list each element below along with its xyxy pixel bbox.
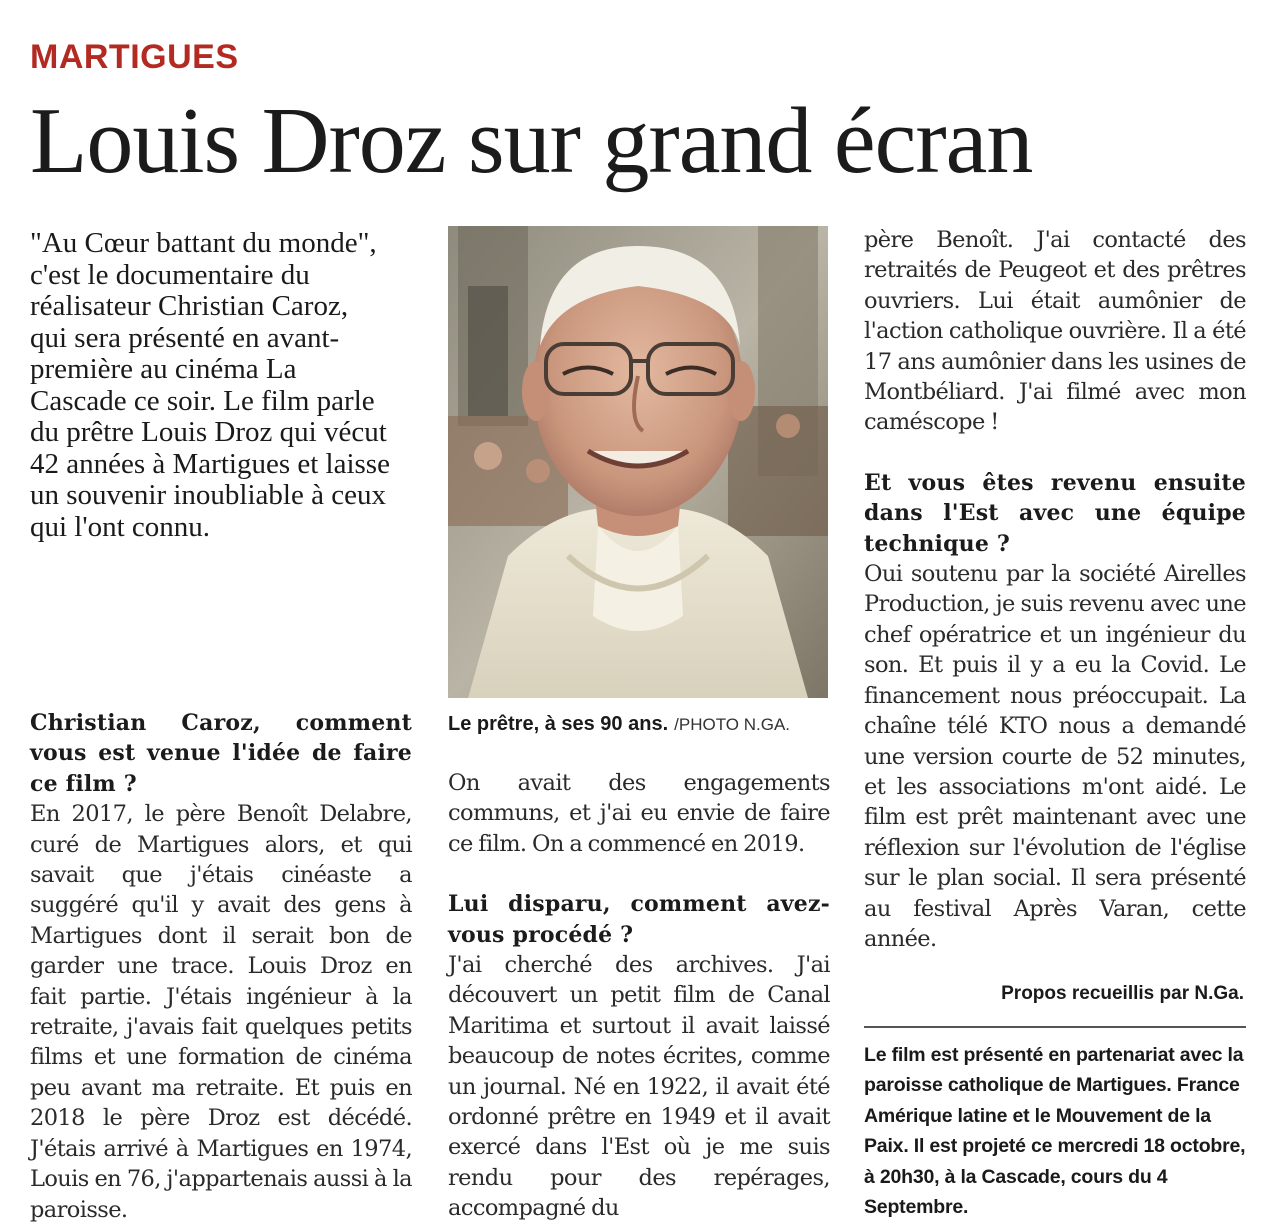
question-3: Et vous êtes revenu ensuite dans l'Est avec une équipe technique ? <box>864 469 1246 557</box>
column-2-interview <box>448 768 830 1224</box>
byline-signature: Propos recueillis par N.Ga. <box>1001 983 1244 1004</box>
photo-caption <box>448 713 838 736</box>
lead-paragraph: "Au Cœur battant du monde", c'est le documentaire du réalisateur Christian Caroz, qui sera présenté en avant-première au cinéma La Cascade ce soir. Le film parle du prêtre Louis Droz qui vécut 42 années à Martigues et laisse un souvenir inoubliable à ceux qui l'ont connu. <box>30 227 390 543</box>
answer-1: En 2017, le père Benoît Delabre, curé de Martigues alors, et qui savait que j'étais cinéaste a suggéré qu'il y avait des gens à Martigues dont il serait bon de garder une trace. Louis Droz en fait partie. J'étais ingénieur à la retraite, j'avais fait quelques petits films et une formation de cinéma peu avant ma retraite. Et puis en 2018 le père Droz est décédé. J'étais arrivé à Martigues en 1974, Louis en 76, j'appartenais aussi à la paroisse. <box>30 801 412 1223</box>
question-2: Lui disparu, comment avez-vous procédé ? <box>448 891 830 948</box>
answer-3: Oui soutenu par la société Airelles Production, je suis revenu avec une chef opératrice et un ingénieur du son. Et puis il y a eu la Covid. Le financement nous préoccupait. La chaîne télé KTO nous a demandé une version courte de 52 minutes, et les associations m'ont aidé. Le film est prêt maintenant avec une réflexion sur l'évolution de l'église sur le plan social. Il sera présenté au festival Après Varan, cette année. <box>864 561 1246 952</box>
answer-2: J'ai cherché des archives. J'ai découvert un petit film de Canal Maritima et surtout il avait laissé beaucoup de notes écrites, comme un journal. Né en 1922, il avait été ordonné prêtre en 1949 et il avait exercé dans l'Est où je me suis rendu pour des repérages, accompagné du <box>448 952 830 1222</box>
caption-text: Le prêtre, à ses 90 ans. <box>448 713 669 735</box>
answer-2-continued: père Benoît. J'ai contacté des retraités de Peugeot et des prêtres ouvriers. Lui était aumônier de l'action catholique ouvrière. Il a été 17 ans aumônier dans les usines de Montbéliard. J'ai filmé avec mon caméscope ! <box>864 227 1246 436</box>
column-3-interview <box>864 225 1246 954</box>
answer-1-continued: On avait des engagements communs, et j'ai eu envie de faire ce film. On a commencé en 2019. <box>448 770 830 857</box>
section-kicker: MARTIGUES <box>30 38 239 76</box>
priest-portrait-image <box>448 226 828 698</box>
screening-info-box: Le film est présenté en partenariat avec la paroisse catholique de Martigues. France Amérique latine et le Mouvement de la Paix. Il est projeté ce mercredi 18 octobre, à 20h30, à la Cascade, cours du 4 Septembre. <box>864 1044 1246 1219</box>
photo-credit: /PHOTO N.GA. <box>674 715 791 734</box>
column-1-interview <box>30 708 412 1225</box>
headline: Louis Droz sur grand écran <box>30 89 1033 193</box>
divider-rule <box>864 1026 1246 1028</box>
question-1: Christian Caroz, comment vous est venue l'idée de faire ce film ? <box>30 710 412 797</box>
priest-photo <box>448 226 828 698</box>
